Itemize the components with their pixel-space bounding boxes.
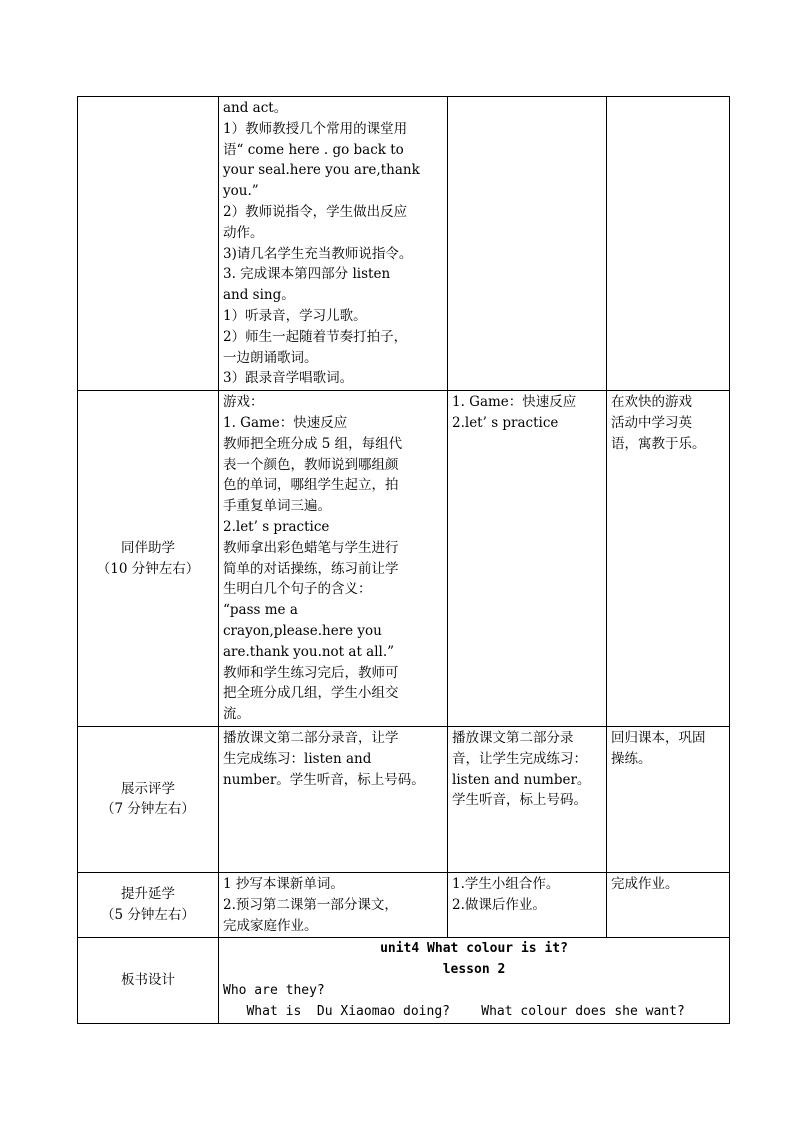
text-line: 3. 完成课本第四部分 listen <box>223 266 391 283</box>
table-row-peer-learning <box>78 391 730 727</box>
student-activity-cell <box>448 872 607 937</box>
student-activity-cell <box>448 391 607 727</box>
text-line: 表一个颜色，教师说到哪组颜 <box>223 456 399 473</box>
text-line: 播放课文第二部分录 <box>452 729 574 746</box>
student-activity-cell <box>448 726 607 872</box>
design-intent-cell <box>607 97 730 391</box>
text-line: 简单的对话操练，练习前让学 <box>223 560 399 577</box>
row-label-duration: （5 分钟左右） <box>101 907 195 924</box>
row-label-title: 板书设计 <box>121 972 175 989</box>
text-line: 学生听音，标上号码。 <box>452 792 587 809</box>
board-design-cell <box>219 938 730 1024</box>
text-line: 2）教师说指令，学生做出反应 <box>223 203 408 220</box>
text-line: 教师把全班分成 5 组，每组代 <box>223 435 403 452</box>
text-line: 活动中学习英 <box>611 414 692 431</box>
text-line: 1）听录音，学习儿歌。 <box>223 307 367 324</box>
text-line: 2）师生一起随着节奏打拍子， <box>223 328 408 345</box>
row-label-title: 同伴助学 <box>121 539 175 556</box>
text-line: and sing。 <box>223 287 295 304</box>
teacher-activity-cell <box>219 726 448 872</box>
text-line: you.” <box>223 183 259 200</box>
row-label <box>78 938 219 1024</box>
text-line: 教师拿出彩色蜡笔与学生进行 <box>223 539 399 556</box>
text-line: 游戏： <box>223 394 264 411</box>
text-line: 语“ come here . go back to <box>223 141 404 158</box>
table-row-continued <box>78 97 730 391</box>
text-line: 1. Game：快速反应 <box>223 414 348 431</box>
text-line: “pass me a <box>223 602 298 619</box>
text-line: 播放课文第二部分录音，让学 <box>223 729 399 746</box>
text-line: 3)请几名学生充当教师说指令。 <box>223 245 413 262</box>
text-line: 在欢快的游戏 <box>611 394 692 411</box>
text-line: 语，寓教于乐。 <box>611 435 706 452</box>
text-line: 手重复单词三遍。 <box>223 498 331 515</box>
text-line: 回归课本，巩固 <box>611 729 706 746</box>
text-line: 1. Game：快速反应 <box>452 394 577 411</box>
text-line: 完成家庭作业。 <box>223 917 318 934</box>
row-label-duration: （7 分钟左右） <box>101 801 195 818</box>
board-question-2: What is Du Xiaomao doing? What colour does she want? <box>223 1003 685 1019</box>
text-line: 生完成练习：listen and <box>223 750 372 767</box>
board-question-1: Who are they? <box>223 982 325 998</box>
design-intent-cell <box>607 391 730 727</box>
text-line: are.thank you.not at all.” <box>223 643 395 660</box>
text-line: 操练。 <box>611 750 652 767</box>
design-intent-cell <box>607 726 730 872</box>
student-activity-cell <box>448 97 607 391</box>
text-line: 2.let’ s practice <box>452 414 559 431</box>
text-line: 动作。 <box>223 224 264 241</box>
text-line: 色的单词，哪组学生起立，拍 <box>223 477 399 494</box>
text-line: listen and number。 <box>452 771 591 788</box>
row-label-duration: （10 分钟左右） <box>96 560 200 577</box>
text-line: 1 抄写本课新单词。 <box>223 875 344 892</box>
text-line: crayon,please.here you <box>223 622 382 639</box>
table-row-show-evaluate <box>78 726 730 872</box>
row-label-empty <box>78 97 219 391</box>
text-line: 2.let’ s practice <box>223 518 330 535</box>
row-label-title: 展示评学 <box>121 780 175 797</box>
teacher-activity-cell <box>219 872 448 937</box>
row-label-title: 提升延学 <box>121 886 175 903</box>
teacher-activity-cell <box>219 391 448 727</box>
design-intent-cell <box>607 872 730 937</box>
row-label <box>78 726 219 872</box>
text-line: number。学生听音，标上号码。 <box>223 771 425 788</box>
row-label <box>78 872 219 937</box>
text-line: 把全班分成几组，学生小组交 <box>223 685 399 702</box>
text-line: your seal.here you are,thank <box>223 162 420 179</box>
board-lesson-title: lesson 2 <box>442 962 506 978</box>
text-line: and act。 <box>223 100 288 116</box>
text-line: 流。 <box>223 706 250 723</box>
lesson-plan-table <box>77 96 730 1024</box>
table-row-board-design <box>78 938 730 1024</box>
text-line: 完成作业。 <box>611 875 679 892</box>
text-line: 一边朗诵歌词。 <box>223 349 318 366</box>
row-label <box>78 391 219 727</box>
text-line: 3）跟录音学唱歌词。 <box>223 370 354 387</box>
text-line: 1）教师教授几个常用的课堂用 <box>223 120 408 137</box>
text-line: 教师和学生练习完后，教师可 <box>223 664 399 681</box>
text-line: 音，让学生完成练习： <box>452 750 587 767</box>
text-line: 2.做课后作业。 <box>452 896 546 913</box>
table-row-extend <box>78 872 730 937</box>
teacher-activity-cell <box>219 97 448 391</box>
board-unit-title: unit4 What colour is it? <box>380 941 568 957</box>
text-line: 1.学生小组合作。 <box>452 875 560 892</box>
text-line: 生明白几个句子的含义： <box>223 581 372 598</box>
text-line: 2.预习第二课第一部分课文， <box>223 896 398 913</box>
